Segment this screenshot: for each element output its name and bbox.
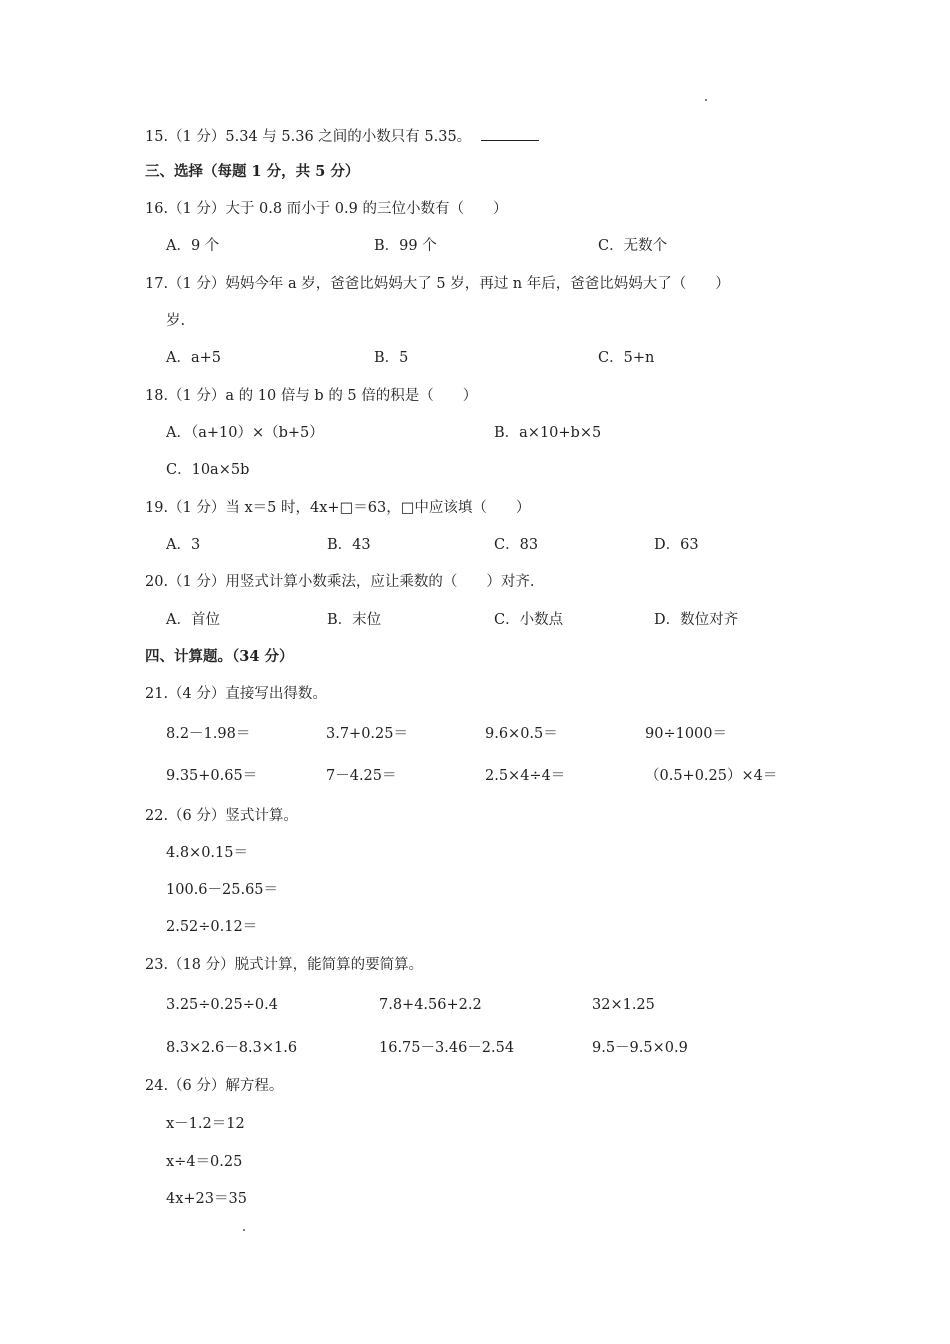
- option[interactable]: C．无数个: [598, 238, 668, 254]
- question-21: 21.（4 分）直接写出得数。: [145, 686, 327, 702]
- calc-item: 4.8×0.15＝: [166, 845, 248, 861]
- option[interactable]: C．10a×5b: [166, 462, 250, 478]
- option[interactable]: B．43: [327, 537, 371, 553]
- equation-item: x÷4＝0.25: [166, 1154, 243, 1170]
- calc-item: 100.6－25.65＝: [166, 882, 279, 898]
- calc-item: 9.6×0.5＝: [485, 726, 558, 742]
- section-title-calculation: 四、计算题。（34 分）: [145, 648, 294, 665]
- option[interactable]: B．a×10+b×5: [494, 425, 602, 441]
- answer-blank[interactable]: [481, 126, 539, 141]
- option[interactable]: A．（a+10）×（b+5）: [166, 425, 324, 441]
- option[interactable]: C．小数点: [494, 612, 564, 628]
- question-24: 24.（6 分）解方程。: [145, 1078, 284, 1094]
- calc-item: 90÷1000＝: [645, 726, 728, 742]
- calc-item: 9.35+0.65＝: [166, 768, 258, 784]
- calc-item: 7.8+4.56+2.2: [379, 997, 482, 1013]
- calc-item: 2.52÷0.12＝: [166, 919, 258, 935]
- calc-item: 16.75－3.46－2.54: [379, 1040, 515, 1056]
- option[interactable]: C．83: [494, 537, 539, 553]
- option[interactable]: D．63: [654, 537, 699, 553]
- calc-item: 2.5×4÷4＝: [485, 768, 566, 784]
- calc-item: 7－4.25＝: [326, 768, 397, 784]
- calc-item: （0.5+0.25）×4＝: [645, 768, 778, 784]
- option[interactable]: D．数位对齐: [654, 612, 739, 628]
- calc-item: 8.2－1.98＝: [166, 726, 251, 742]
- question-23: 23.（18 分）脱式计算，能简算的要简算。: [145, 957, 424, 973]
- question-19: 19.（1 分）当 x＝5 时，4x+□＝63，□中应该填（ ）: [145, 500, 531, 516]
- calc-item: 32×1.25: [592, 997, 655, 1013]
- option[interactable]: B．末位: [327, 612, 382, 628]
- decorative-dot: [705, 99, 707, 101]
- equation-item: x－1.2＝12: [166, 1116, 245, 1132]
- option[interactable]: A．3: [166, 537, 201, 553]
- decorative-dot: [243, 1229, 245, 1231]
- question-17: 17.（1 分）妈妈今年 a 岁，爸爸比妈妈大了 5 岁，再过 n 年后，爸爸比妈妈大了（ ）: [145, 276, 730, 292]
- calc-item: 3.7+0.25＝: [326, 726, 408, 742]
- calc-item: 3.25÷0.25÷0.4: [166, 997, 278, 1013]
- option[interactable]: A．9 个: [166, 238, 220, 254]
- question-22: 22.（6 分）竖式计算。: [145, 808, 298, 824]
- option[interactable]: A．首位: [166, 612, 220, 628]
- question-20: 20.（1 分）用竖式计算小数乘法，应让乘数的（ ）对齐.: [145, 574, 535, 590]
- question-18: 18.（1 分）a 的 10 倍与 b 的 5 倍的积是（ ）: [145, 388, 478, 404]
- calc-item: 9.5－9.5×0.9: [592, 1040, 688, 1056]
- option[interactable]: A．a+5: [166, 350, 221, 366]
- option[interactable]: C．5+n: [598, 350, 655, 366]
- question-text: 15.（1 分）5.34 与 5.36 之间的小数只有 5.35。: [145, 129, 472, 145]
- equation-item: 4x+23＝35: [166, 1191, 247, 1207]
- calc-item: 8.3×2.6－8.3×1.6: [166, 1040, 298, 1056]
- question-15: [145, 126, 539, 147]
- option[interactable]: B．5: [374, 350, 409, 366]
- section-title-choice: 三、选择（每题 1 分，共 5 分）: [145, 163, 360, 180]
- option[interactable]: B．99 个: [374, 238, 437, 254]
- question-17-continuation: 岁.: [166, 313, 186, 329]
- question-16: 16.（1 分）大于 0.8 而小于 0.9 的三位小数有（ ）: [145, 201, 508, 217]
